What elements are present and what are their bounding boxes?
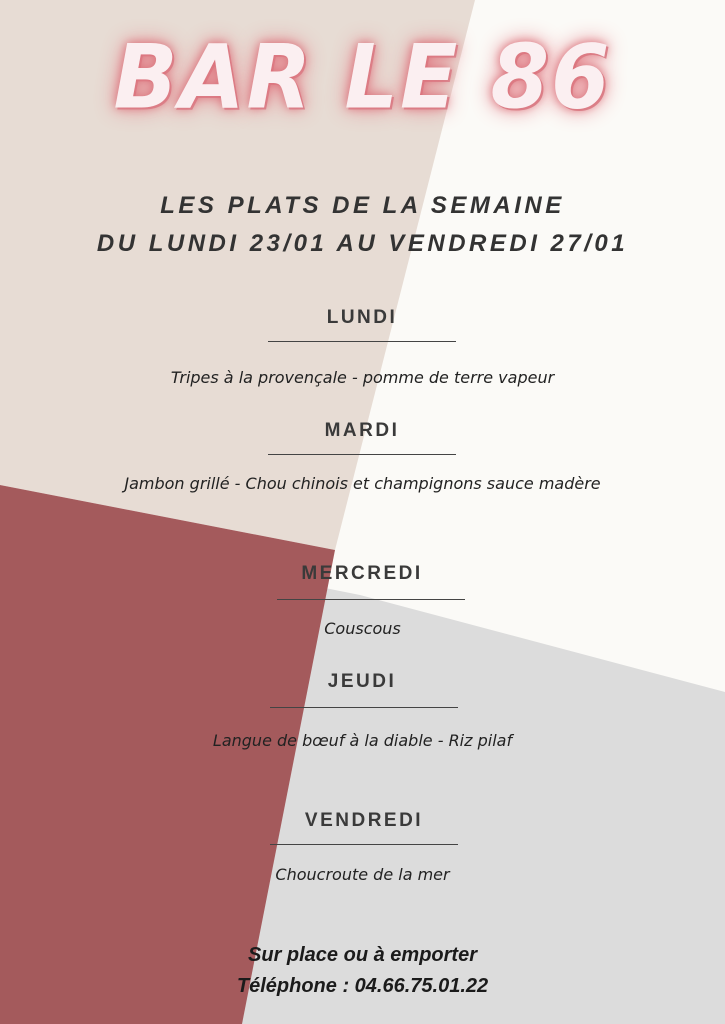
dish-lundi: Tripes à la provençale - pomme de terre vapeur xyxy=(170,368,555,387)
day-heading-lundi: LUNDI xyxy=(326,307,398,328)
day-heading-jeudi: JEUDI xyxy=(327,671,397,692)
divider xyxy=(270,707,458,708)
dish-vendredi: Choucroute de la mer xyxy=(275,865,450,884)
day-heading-mercredi: MERCREDI xyxy=(301,563,423,584)
dish-jeudi: Langue de bœuf à la diable - Riz pilaf xyxy=(212,731,513,750)
restaurant-title: BAR LE 86 xyxy=(113,25,612,129)
divider xyxy=(270,844,458,845)
dish-mercredi: Couscous xyxy=(324,619,401,638)
subtitle-dates: DU LUNDI 23/01 AU VENDREDI 27/01 xyxy=(96,230,629,257)
service-info: Sur place ou à emporter xyxy=(248,944,477,966)
day-heading-mardi: MARDI xyxy=(324,420,400,441)
divider xyxy=(277,599,465,600)
dish-mardi: Jambon grillé - Chou chinois et champignons sauce madère xyxy=(124,474,601,493)
divider xyxy=(268,341,456,342)
divider xyxy=(268,454,456,455)
day-heading-vendredi: VENDREDI xyxy=(304,810,424,831)
phone-number: Téléphone : 04.66.75.01.22 xyxy=(236,975,489,997)
subtitle-week: LES PLATS DE LA SEMAINE xyxy=(160,192,565,219)
